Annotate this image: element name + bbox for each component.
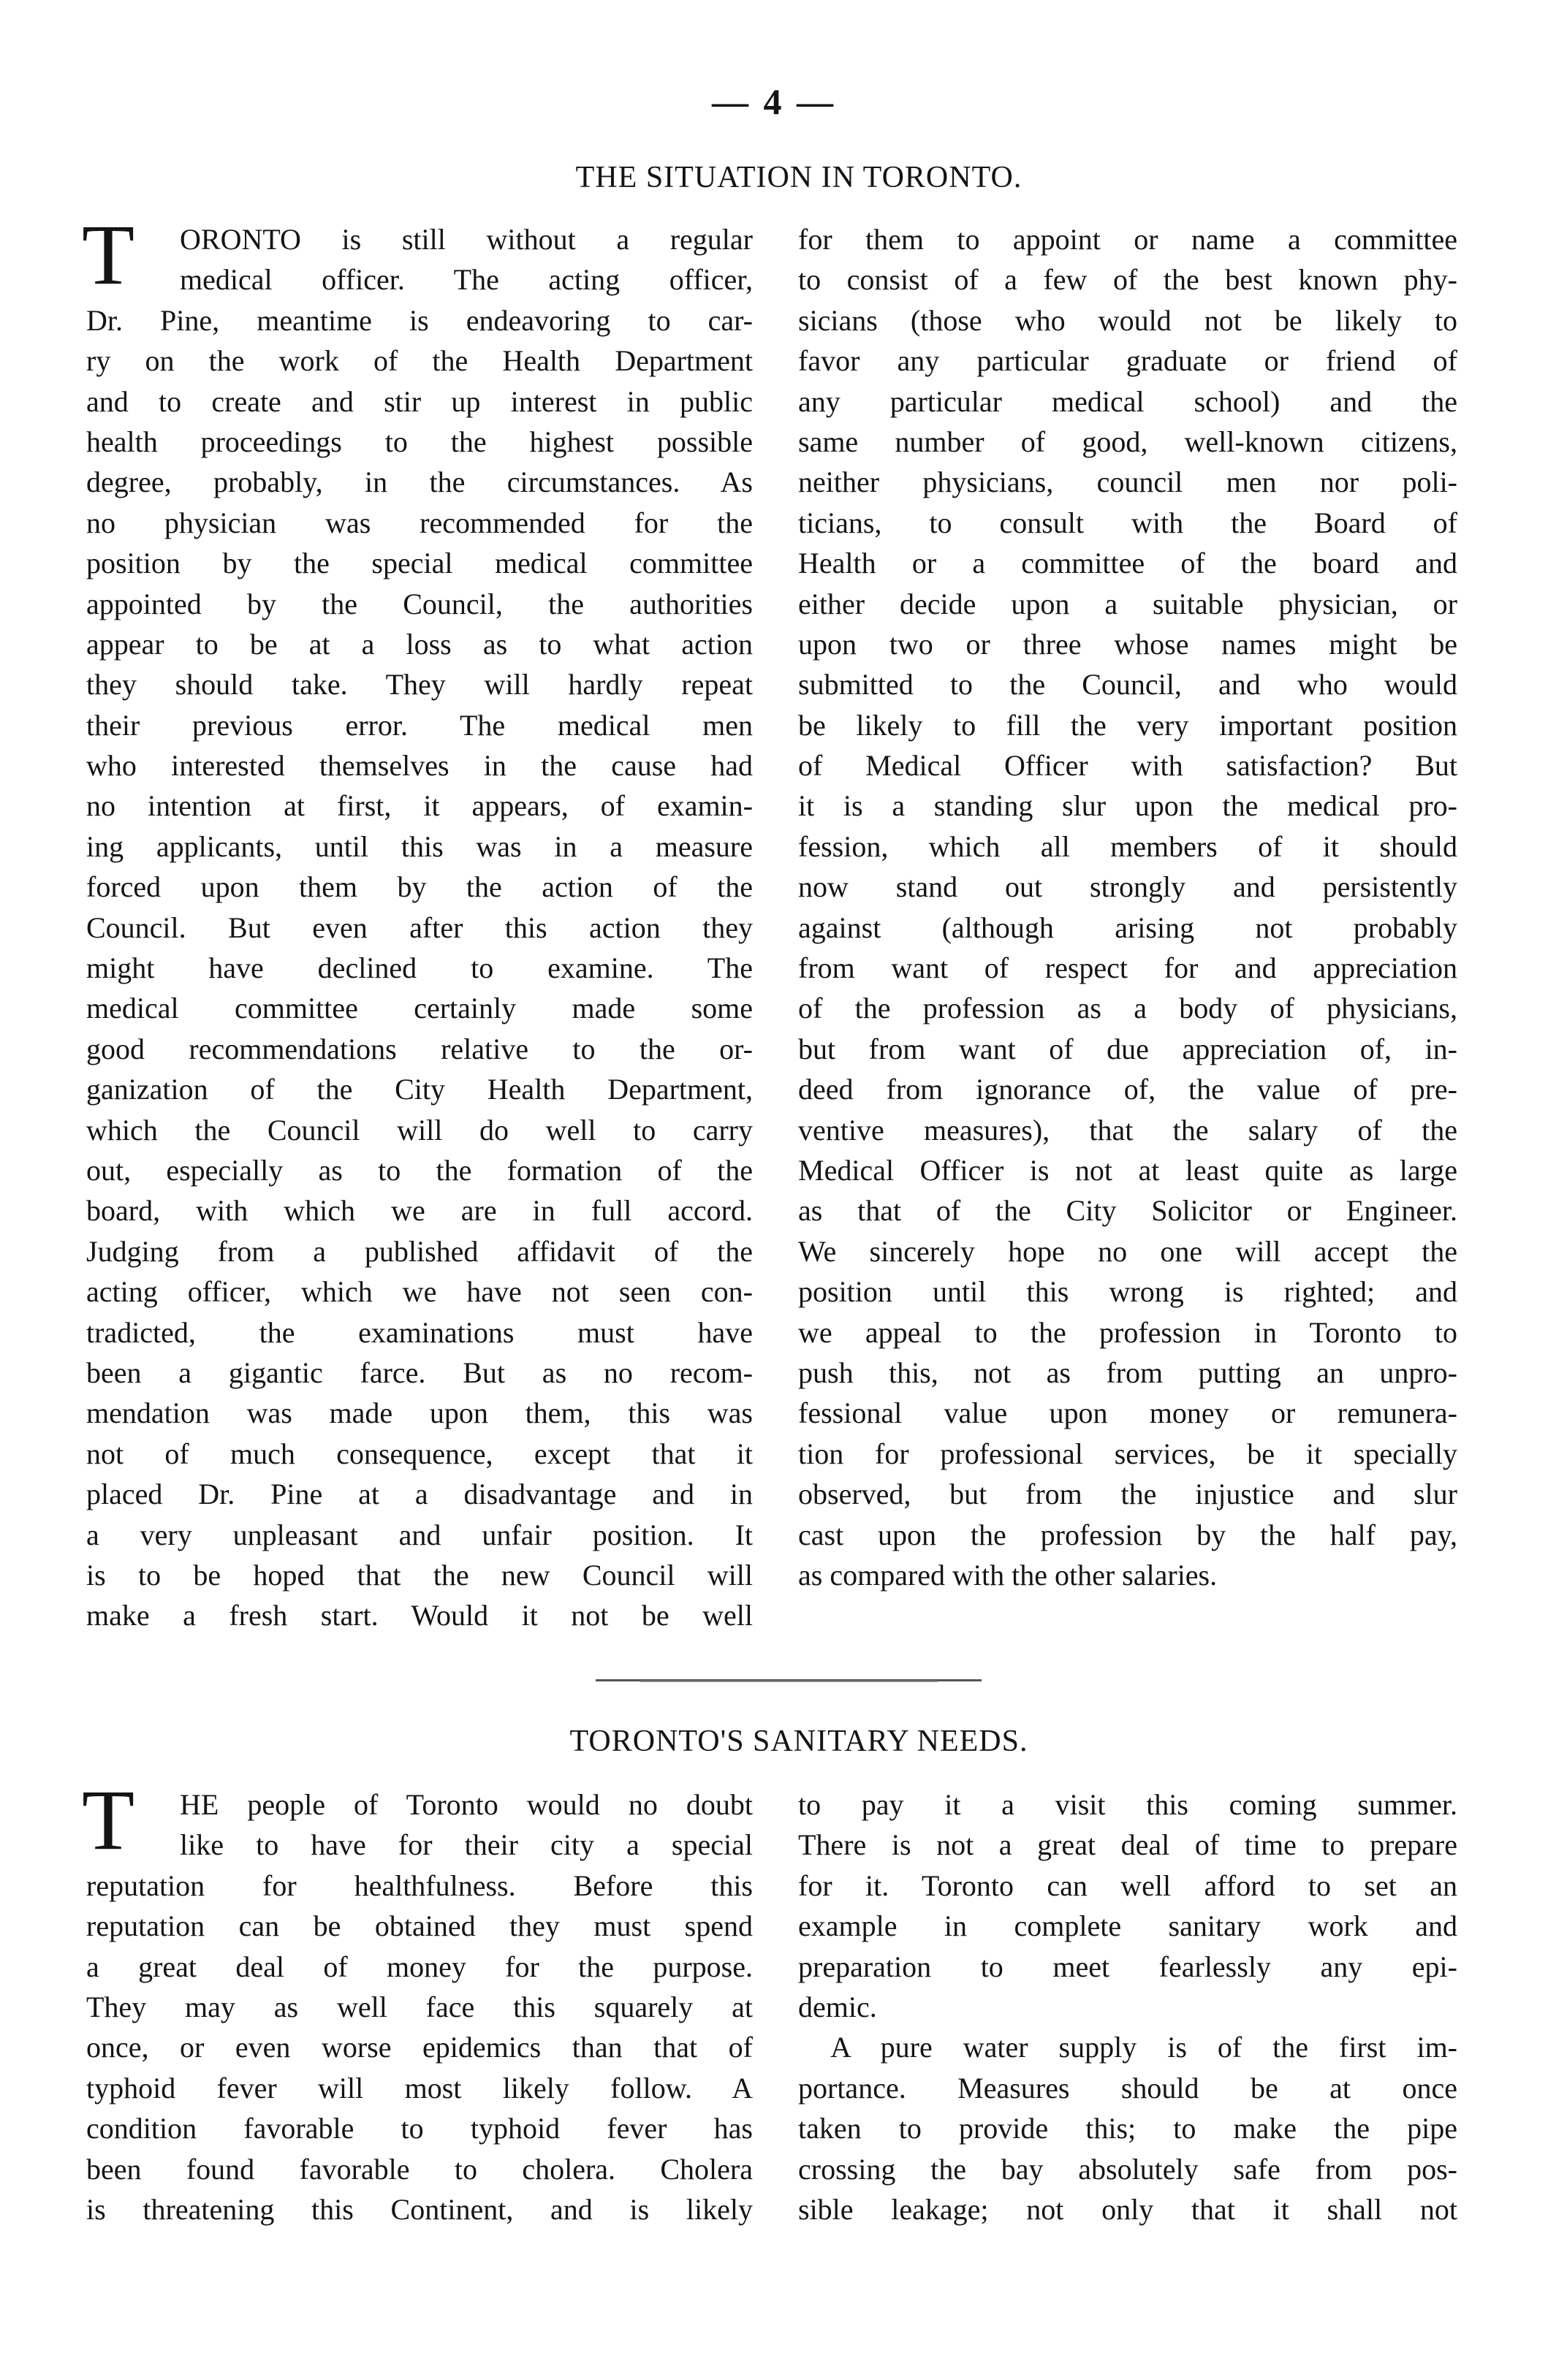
text-line: push this, not as from putting an unpro- bbox=[798, 1356, 1457, 1389]
text-line: a very unpleasant and unfair position. It bbox=[86, 1518, 753, 1551]
text-line: like to have for their city a special bbox=[180, 1828, 753, 1862]
text-line: as that of the City Solicitor or Engineer. bbox=[798, 1194, 1457, 1228]
text-line: they should take. They will hardly repeat bbox=[86, 668, 753, 702]
text-line: against (although arising not probably bbox=[798, 910, 1457, 944]
text-line: good recommendations relative to the or- bbox=[86, 1032, 753, 1065]
text-line: degree, probably, in the circumstances. As bbox=[86, 465, 753, 499]
text-line: appointed by the Council, the authorities bbox=[86, 587, 753, 620]
text-line: which the Council will do well to carry bbox=[86, 1113, 753, 1147]
page-number: — 4 — bbox=[712, 81, 836, 122]
text-line: same number of good, well-known citizens, bbox=[798, 425, 1457, 458]
text-line: medical committee certainly made some bbox=[86, 992, 753, 1025]
text-line: Health or a committee of the board and bbox=[798, 547, 1457, 580]
text-line: mendation was made upon them, this was bbox=[86, 1396, 753, 1430]
text-line: of the profession as a body of physicians, bbox=[798, 992, 1457, 1025]
text-line: out, especially as to the formation of the bbox=[86, 1153, 753, 1187]
text-line: position by the special medical committee bbox=[86, 547, 753, 580]
text-line: once, or even worse epidemics than that of bbox=[86, 2031, 753, 2064]
text-line: Dr. Pine, meantime is endeavoring to car- bbox=[86, 303, 753, 337]
text-line: to consist of a few of the best known phy- bbox=[798, 263, 1457, 297]
text-line: as compared with the other salaries. bbox=[798, 1558, 1218, 1592]
text-line: for them to appoint or name a committee bbox=[798, 223, 1457, 256]
text-line: is to be hoped that the new Council will bbox=[86, 1558, 753, 1592]
text-line: tradicted, the examinations must have bbox=[86, 1315, 753, 1349]
article-sanitary-right-column bbox=[798, 1784, 1457, 2229]
text-line: observed, but from the injustice and slur bbox=[798, 1478, 1457, 1511]
text-line: typhoid fever will most likely follow. A bbox=[86, 2071, 753, 2105]
text-line: it is a standing slur upon the medical pro- bbox=[798, 789, 1457, 823]
text-line: fessional value upon money or remunera- bbox=[798, 1396, 1457, 1430]
article-situation-left-column bbox=[86, 219, 753, 1636]
text-line: ing applicants, until this was in a measure bbox=[86, 829, 753, 863]
text-line: ry on the work of the Health Department bbox=[86, 344, 753, 378]
text-line: make a fresh start. Would it not be well bbox=[86, 1599, 753, 1632]
text-line: condition favorable to typhoid fever has bbox=[86, 2112, 753, 2145]
text-line: sible leakage; not only that it shall not bbox=[798, 2192, 1457, 2226]
text-line: A pure water supply is of the first im- bbox=[830, 2031, 1457, 2064]
text-line: a great deal of money for the purpose. bbox=[86, 1950, 753, 1983]
text-line: upon two or three whose names might be bbox=[798, 627, 1457, 661]
text-line: medical officer. The acting officer, bbox=[180, 263, 753, 297]
text-line: HE people of Toronto would no doubt bbox=[180, 1788, 753, 1821]
text-line: cast upon the profession by the half pay, bbox=[798, 1518, 1457, 1551]
text-line: is threatening this Continent, and is likely bbox=[86, 2192, 753, 2226]
text-line: Medical Officer is not at least quite as large bbox=[798, 1153, 1457, 1187]
section-divider bbox=[596, 1679, 982, 1681]
text-line: taken to provide this; to make the pipe bbox=[798, 2112, 1457, 2145]
text-line: reputation for healthfulness. Before this bbox=[86, 1868, 753, 1902]
text-line: ORONTO is still without a regular bbox=[180, 223, 753, 256]
text-line: preparation to meet fearlessly any epi- bbox=[798, 1950, 1457, 1983]
text-line: reputation can be obtained they must spend bbox=[86, 1909, 753, 1943]
text-line: board, with which we are in full accord. bbox=[86, 1194, 753, 1228]
text-line: not of much consequence, except that it bbox=[86, 1437, 753, 1470]
text-line: ventive measures), that the salary of the bbox=[798, 1113, 1457, 1147]
text-line: of Medical Officer with satisfaction? But bbox=[798, 749, 1457, 783]
text-line: no physician was recommended for the bbox=[86, 506, 753, 539]
text-line: placed Dr. Pine at a disadvantage and in bbox=[86, 1478, 753, 1511]
text-line: acting officer, which we have not seen con- bbox=[86, 1275, 753, 1309]
text-line: We sincerely hope no one will accept the bbox=[798, 1234, 1457, 1268]
text-line: sicians (those who would not be likely to bbox=[798, 303, 1457, 337]
text-line: who interested themselves in the cause had bbox=[86, 749, 753, 783]
text-line: crossing the bay absolutely safe from pos- bbox=[798, 2152, 1457, 2186]
text-line: submitted to the Council, and who would bbox=[798, 668, 1457, 702]
text-line: appear to be at a loss as to what action bbox=[86, 627, 753, 661]
dropcap-situation: T bbox=[82, 207, 135, 303]
text-line: we appeal to the profession in Toronto to bbox=[798, 1315, 1457, 1349]
text-line: ganization of the City Health Department, bbox=[86, 1073, 753, 1106]
text-line: demic. bbox=[798, 1990, 877, 2023]
text-line: fession, which all members of it should bbox=[798, 829, 1457, 863]
text-line: ticians, to consult with the Board of bbox=[798, 506, 1457, 539]
text-line: favor any particular graduate or friend of bbox=[798, 344, 1457, 378]
text-line: health proceedings to the highest possible bbox=[86, 425, 753, 458]
article-title-situation: THE SITUATION IN TORONTO. bbox=[575, 161, 1022, 194]
text-line: position until this wrong is righted; and bbox=[798, 1275, 1457, 1309]
dropcap-sanitary-needs: T bbox=[82, 1772, 135, 1868]
text-line: tion for professional services, be it specially bbox=[798, 1437, 1457, 1470]
text-line: They may as well face this squarely at bbox=[86, 1990, 753, 2023]
text-line: either decide upon a suitable physician, or bbox=[798, 587, 1457, 620]
text-line: Judging from a published affidavit of the bbox=[86, 1234, 753, 1268]
article-sanitary-left-column bbox=[86, 1784, 753, 2229]
text-line: their previous error. The medical men bbox=[86, 708, 753, 742]
text-line: been a gigantic farce. But as no recom- bbox=[86, 1356, 753, 1389]
text-line: deed from ignorance of, the value of pre- bbox=[798, 1073, 1457, 1106]
text-line: example in complete sanitary work and bbox=[798, 1909, 1457, 1943]
text-line: There is not a great deal of time to prepare bbox=[798, 1828, 1457, 1862]
text-line: been found favorable to cholera. Cholera bbox=[86, 2152, 753, 2186]
text-line: now stand out strongly and persistently bbox=[798, 870, 1457, 904]
text-line: for it. Toronto can well afford to set an bbox=[798, 1868, 1457, 1902]
text-line: might have declined to examine. The bbox=[86, 951, 753, 985]
text-line: portance. Measures should be at once bbox=[798, 2071, 1457, 2105]
article-situation-right-column bbox=[798, 219, 1457, 1595]
text-line: from want of respect for and appreciation bbox=[798, 951, 1457, 985]
text-line: no intention at first, it appears, of examin- bbox=[86, 789, 753, 823]
text-line: Council. But even after this action they bbox=[86, 910, 753, 944]
text-line: but from want of due appreciation of, in- bbox=[798, 1032, 1457, 1065]
text-line: to pay it a visit this coming summer. bbox=[798, 1788, 1457, 1821]
article-title-sanitary-needs: TORONTO'S SANITARY NEEDS. bbox=[569, 1725, 1028, 1758]
text-line: forced upon them by the action of the bbox=[86, 870, 753, 904]
text-line: be likely to fill the very important position bbox=[798, 708, 1457, 742]
text-line: any particular medical school) and the bbox=[798, 384, 1457, 418]
text-line: and to create and stir up interest in public bbox=[86, 384, 753, 418]
text-line: neither physicians, council men nor poli- bbox=[798, 465, 1457, 499]
